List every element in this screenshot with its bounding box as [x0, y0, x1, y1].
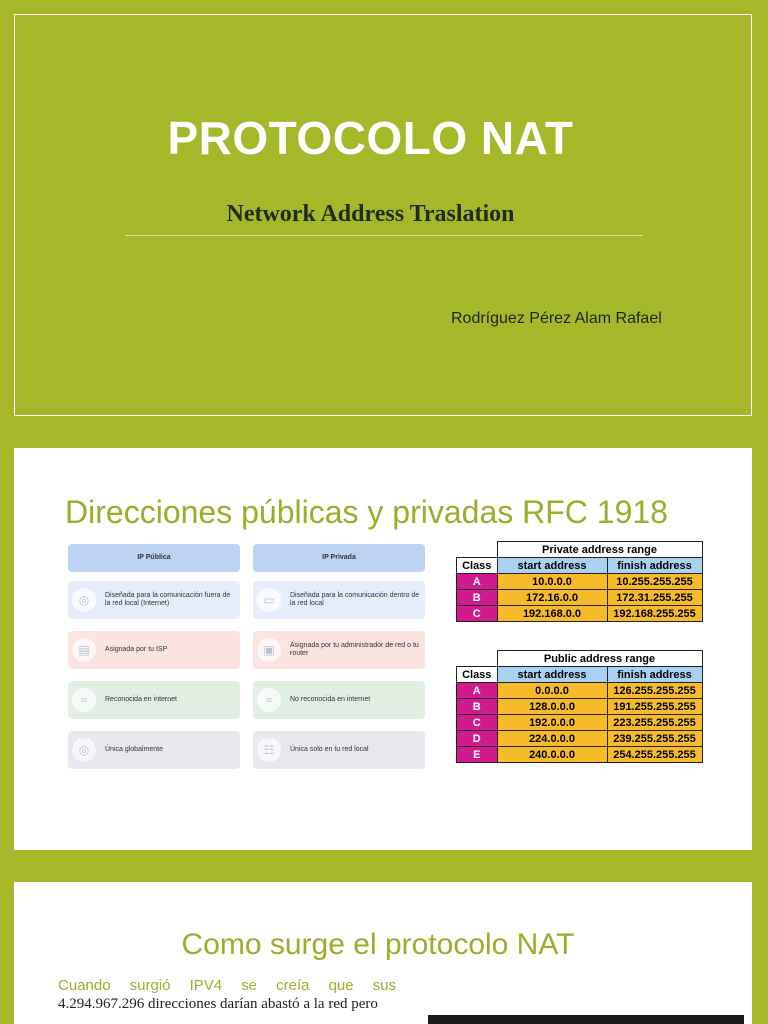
table-header: finish address [607, 667, 702, 683]
ip-feature-card [253, 681, 425, 719]
private-ip-header: IP Privada [253, 544, 425, 572]
start-address-cell: 10.0.0.0 [497, 574, 607, 590]
finish-address-cell: 10.255.255.255 [607, 574, 702, 590]
card-text: Diseñada para la comunicación fuera de la red local (Internet) [105, 592, 231, 607]
card-text: Única solo en tu red local [290, 746, 369, 753]
slide-body-text [58, 977, 396, 1013]
table-row [457, 747, 703, 763]
table-row [457, 590, 703, 606]
private-address-table [456, 541, 703, 622]
start-address-cell: 0.0.0.0 [497, 683, 607, 699]
wifi-icon: ≈ [72, 688, 96, 712]
class-cell: A [457, 683, 498, 699]
table-row [457, 606, 703, 622]
ip-feature-card [253, 631, 425, 669]
table-header: Class [457, 667, 498, 683]
finish-address-cell: 126.255.255.255 [607, 683, 702, 699]
class-cell: A [457, 574, 498, 590]
wifi-off-icon: ≈ [257, 688, 281, 712]
start-address-cell: 224.0.0.0 [497, 731, 607, 747]
subtitle-divider [125, 235, 643, 236]
card-text: Asignada por tu ISP [105, 646, 168, 653]
ip-feature-card [253, 731, 425, 769]
card-text: Única globalmente [105, 746, 163, 753]
slide-image [428, 1015, 744, 1024]
network-icon: ☷ [257, 738, 281, 762]
start-address-cell: 172.16.0.0 [497, 590, 607, 606]
presentation-subtitle: Network Address Traslation [226, 201, 515, 227]
card-text: Asignada por tu administrador de red o tu router [290, 642, 419, 657]
table-header: finish address [607, 558, 702, 574]
globe-icon: ◎ [72, 588, 96, 612]
addresses-slide [14, 448, 752, 850]
table-row [457, 731, 703, 747]
class-cell: B [457, 699, 498, 715]
globe-icon: ◎ [72, 738, 96, 762]
finish-address-cell: 223.255.255.255 [607, 715, 702, 731]
class-cell: E [457, 747, 498, 763]
private-ip-column [253, 544, 425, 757]
card-text: Diseñada para la comunicación dentro de la red local [290, 592, 420, 607]
finish-address-cell: 239.255.255.255 [607, 731, 702, 747]
finish-address-cell: 254.255.255.255 [607, 747, 702, 763]
monitor-icon: ▭ [257, 588, 281, 612]
public-table-title: Public address range [497, 651, 702, 667]
start-address-cell: 240.0.0.0 [497, 747, 607, 763]
ip-feature-card [68, 631, 240, 669]
ip-feature-card [68, 581, 240, 619]
start-address-cell: 192.0.0.0 [497, 715, 607, 731]
ip-feature-card [68, 731, 240, 769]
nat-origin-slide [14, 882, 752, 1024]
body-rest: 4.294.967.296 direcciones darían abastó a la red pero [58, 996, 378, 1012]
title-slide [14, 14, 752, 416]
body-highlight: Cuando surgió IPV4 se creía que sus [58, 977, 396, 994]
table-header: start address [497, 558, 607, 574]
table-header: Class [457, 558, 498, 574]
presentation-title: PROTOCOLO NAT [167, 112, 574, 164]
table-row [457, 699, 703, 715]
ip-feature-card [68, 681, 240, 719]
slide-title: Direcciones públicas y privadas RFC 1918 [65, 494, 668, 530]
finish-address-cell: 172.31.255.255 [607, 590, 702, 606]
class-cell: C [457, 606, 498, 622]
table-row [457, 715, 703, 731]
start-address-cell: 192.168.0.0 [497, 606, 607, 622]
table-header: start address [497, 667, 607, 683]
table-row [457, 683, 703, 699]
slide-title: Como surge el protocolo NAT [181, 928, 575, 961]
public-ip-header: IP Pública [68, 544, 240, 572]
card-text: Reconocida en internet [105, 696, 177, 703]
building-icon: ▤ [72, 638, 96, 662]
public-address-table [456, 650, 703, 763]
class-cell: D [457, 731, 498, 747]
class-cell: C [457, 715, 498, 731]
start-address-cell: 128.0.0.0 [497, 699, 607, 715]
router-icon: ▣ [257, 638, 281, 662]
card-text: No reconocida en internet [290, 696, 371, 703]
private-table-title: Private address range [497, 542, 702, 558]
finish-address-cell: 192.168.255.255 [607, 606, 702, 622]
public-ip-column [68, 544, 240, 757]
ip-feature-card [253, 581, 425, 619]
finish-address-cell: 191.255.255.255 [607, 699, 702, 715]
author-name: Rodríguez Pérez Alam Rafael [451, 310, 662, 327]
class-cell: B [457, 590, 498, 606]
table-row [457, 574, 703, 590]
